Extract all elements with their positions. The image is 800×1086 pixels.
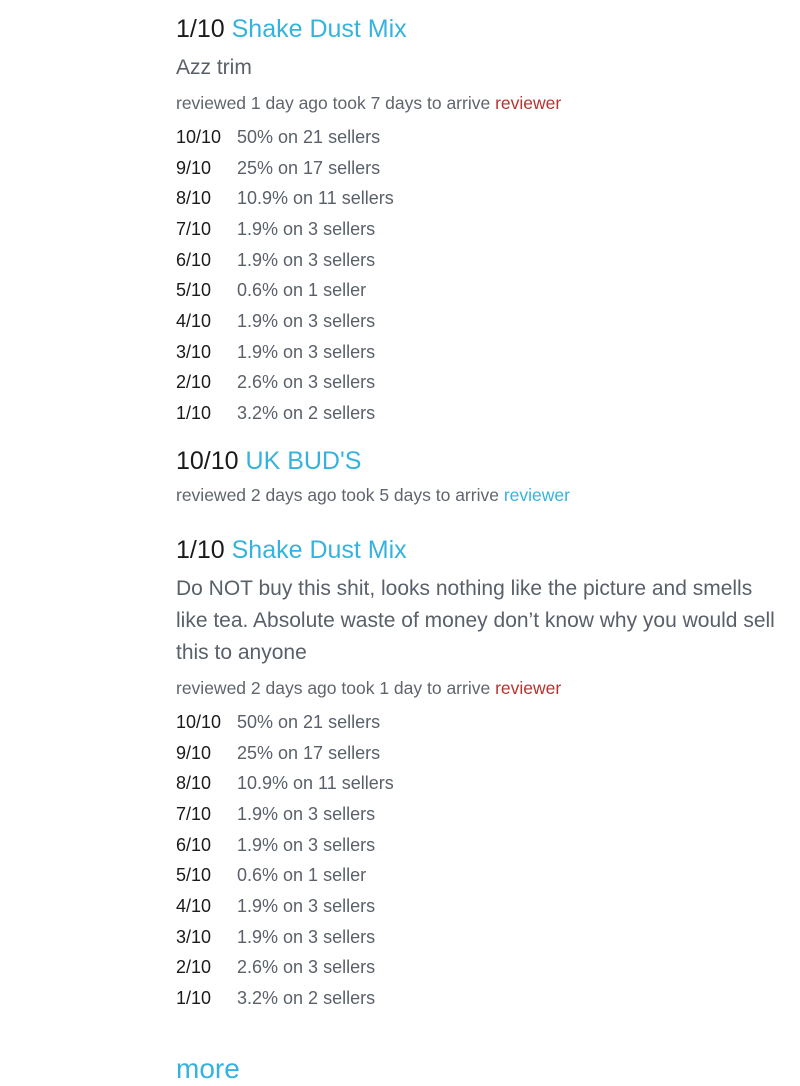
rating-distribution [176, 122, 776, 429]
distribution-text: 3.2% on 2 sellers [237, 988, 376, 1009]
distribution-row [176, 768, 776, 799]
distribution-text: 1.9% on 3 sellers [237, 803, 376, 824]
distribution-text: 0.6% on 1 seller [237, 865, 367, 886]
review-title [176, 446, 776, 476]
distribution-row [176, 275, 776, 306]
distribution-row [176, 922, 776, 953]
review-rating: 1/10 [176, 536, 225, 564]
distribution-text: 1.9% on 3 sellers [237, 834, 376, 855]
review-meta [176, 484, 776, 506]
review-title [176, 535, 776, 565]
distribution-text: 25% on 17 sellers [237, 157, 381, 178]
distribution-text: 25% on 17 sellers [237, 742, 381, 763]
distribution-text: 50% on 21 sellers [237, 126, 381, 147]
distribution-text: 2.6% on 3 sellers [237, 957, 376, 978]
distribution-score: 3/10 [176, 926, 212, 947]
distribution-score: 1/10 [176, 403, 212, 424]
distribution-row [176, 214, 776, 245]
distribution-score: 5/10 [176, 280, 212, 301]
distribution-score: 9/10 [176, 157, 212, 178]
distribution-text: 10.9% on 11 sellers [237, 188, 394, 209]
distribution-score: 4/10 [176, 310, 212, 331]
distribution-score: 7/10 [176, 803, 212, 824]
distribution-row [176, 830, 776, 861]
distribution-row [176, 183, 776, 214]
distribution-text: 1.9% on 3 sellers [237, 926, 376, 947]
distribution-row [176, 306, 776, 337]
distribution-row [176, 707, 776, 738]
distribution-score: 5/10 [176, 865, 212, 886]
review-title [176, 14, 776, 44]
distribution-row [176, 860, 776, 891]
distribution-text: 0.6% on 1 seller [237, 280, 367, 301]
reviewer-link[interactable]: reviewer [495, 93, 562, 113]
distribution-text: 50% on 21 sellers [237, 711, 381, 732]
review-meta-text: reviewed 2 days ago took 1 day to arrive [176, 678, 491, 698]
distribution-text: 10.9% on 11 sellers [237, 773, 394, 794]
distribution-text: 1.9% on 3 sellers [237, 249, 376, 270]
review-meta-text: reviewed 2 days ago took 5 days to arrive [176, 485, 499, 505]
review-meta [176, 677, 776, 699]
review-body: Do NOT buy this shit, looks nothing like the picture and smells like tea. Absolute waste of money don’t know why you would sell this to anyone [176, 577, 775, 664]
distribution-row [176, 245, 776, 276]
distribution-score: 10/10 [176, 711, 222, 732]
distribution-row [176, 398, 776, 429]
review-card [176, 446, 776, 506]
distribution-row [176, 738, 776, 769]
distribution-score: 2/10 [176, 957, 212, 978]
review-body: Azz trim [176, 56, 252, 79]
review-card [176, 14, 776, 429]
review-card [176, 535, 776, 1014]
distribution-score: 6/10 [176, 249, 212, 270]
distribution-text: 1.9% on 3 sellers [237, 341, 376, 362]
more-link[interactable]: more [176, 1053, 240, 1084]
distribution-score: 2/10 [176, 372, 212, 393]
distribution-text: 1.9% on 3 sellers [237, 310, 376, 331]
review-meta [176, 92, 776, 114]
distribution-score: 7/10 [176, 218, 212, 239]
distribution-score: 4/10 [176, 895, 212, 916]
rating-distribution [176, 707, 776, 1014]
distribution-score: 9/10 [176, 742, 212, 763]
distribution-row [176, 891, 776, 922]
distribution-row [176, 368, 776, 399]
distribution-score: 3/10 [176, 341, 212, 362]
distribution-score: 6/10 [176, 834, 212, 855]
distribution-text: 1.9% on 3 sellers [237, 218, 376, 239]
reviewer-link[interactable]: reviewer [495, 678, 562, 698]
review-rating: 10/10 [176, 447, 239, 475]
distribution-score: 10/10 [176, 126, 222, 147]
distribution-row [176, 337, 776, 368]
distribution-score: 8/10 [176, 188, 212, 209]
product-link[interactable]: Shake Dust Mix [231, 536, 407, 564]
distribution-text: 1.9% on 3 sellers [237, 895, 376, 916]
distribution-text: 2.6% on 3 sellers [237, 372, 376, 393]
distribution-row [176, 153, 776, 184]
distribution-text: 3.2% on 2 sellers [237, 403, 376, 424]
product-link[interactable]: Shake Dust Mix [231, 15, 407, 43]
review-meta-text: reviewed 1 day ago took 7 days to arrive [176, 93, 491, 113]
reviewer-link[interactable]: reviewer [503, 485, 570, 505]
distribution-row [176, 122, 776, 153]
distribution-row [176, 953, 776, 984]
product-link[interactable]: UK BUD'S [245, 447, 362, 475]
distribution-row [176, 799, 776, 830]
review-rating: 1/10 [176, 15, 225, 43]
distribution-row [176, 983, 776, 1014]
distribution-score: 8/10 [176, 773, 212, 794]
distribution-score: 1/10 [176, 988, 212, 1009]
